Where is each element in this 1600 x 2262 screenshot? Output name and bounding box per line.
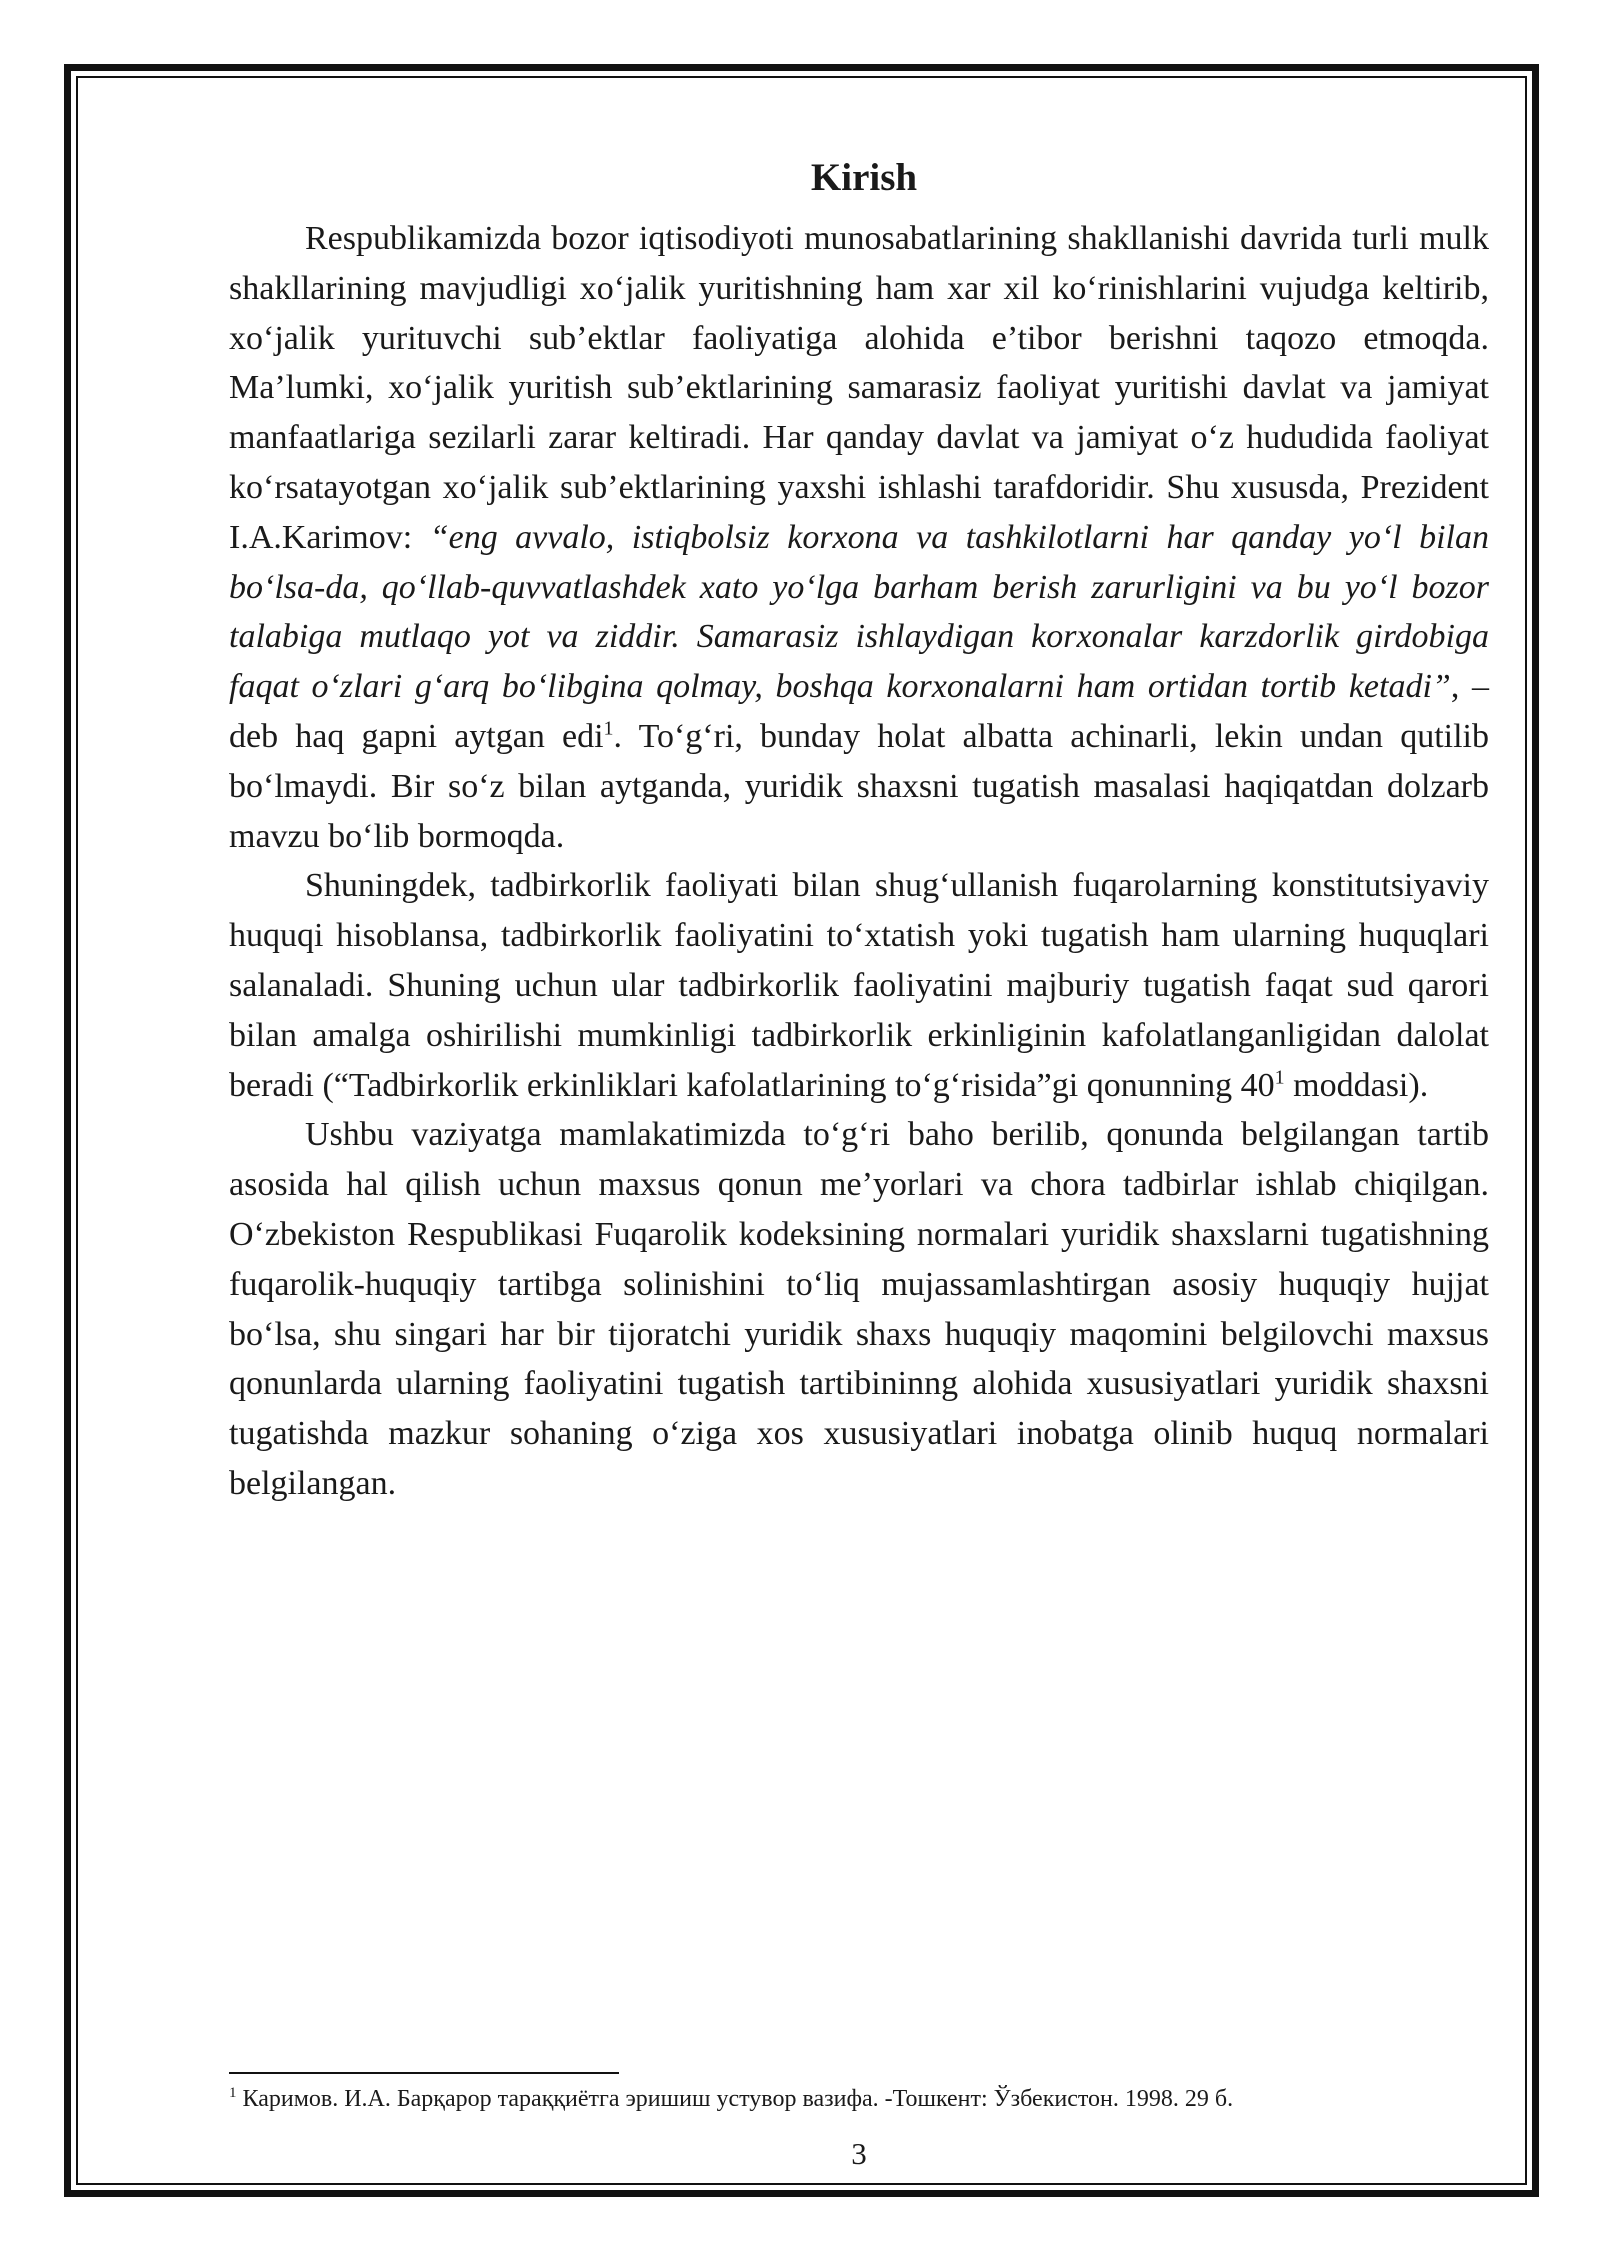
footnote-text: Каримов. И.А. Барқарор тараққиётга эришиш устувор вазифа. -Тошкент: Ўзбекистон. 1998. 29 б. [242,2086,1234,2112]
footnote-marker: 1 [229,2085,237,2101]
paragraph-2-text-b: moddasi). [1284,1066,1429,1104]
section-title: Kirish [810,156,918,199]
paragraph-1 [229,214,1489,861]
paragraph-1-text-a: Respublikamizda bozor iqtisodiyoti munosabatlarining shakllanishi davrida turli mulk shakllarining mavjudligi xo‘jalik yuritishning ham xar xil ko‘rinishlarini vujudga keltirib, xo‘jalik yurituvchi sub’ektlar faoliyatiga alohida e’tibor berishni taqozo etmoqda. Ma’lumki, xo‘jalik yuritish sub’ektlarining samarasiz faoliyat yuritishi davlat va jamiyat manfaatlariga sezilarli zarar keltiradi. Har qanday davlat va jamiyat o‘z hududida faoliyat ko‘rsatayotgan xo‘jalik sub’ektlarining yaxshi ishlashi tarafdoridir. Shu xususda, Prezident I.A.Karimov: [229,220,1489,556]
document-body [229,148,1489,1509]
page-number: 3 [851,2136,867,2171]
paragraph-1-text-b: , – deb haq gapni aytgan edi [229,668,1490,755]
paragraph-2-text-a: Shuningdek, tadbirkorlik faoliyati bilan shug‘ullanish fuqarolarning konstitutsiyaviy huquqi hisoblansa, tadbirkorlik faoliyatini to‘xtatish yoki tugatish ham ularning huquqlari salanaladi. Shuning uchun ular tadbirkorlik faoliyatini majburiy tugatish faqat sud qarori bilan amalga oshirilishi mumkinligi tadbirkorlik erkinliginin kafolatlanganligidan dalolat beradi (“Tadbirkorlik erkinliklari kafolatlarining to‘g‘risida”gi qonunning 40 [229,867,1489,1104]
paragraph-1-text-c: . To‘g‘ri, bunday holat albatta achinarli, lekin undan qutilib bo‘lmaydi. Bir so‘z bilan aytganda, yuridik shaxsni tugatish masalasi haqiqatdan dolzarb mavzu bo‘lib bormoqda. [229,717,1489,855]
footnote-separator [229,2072,619,2074]
paragraph-2 [229,861,1489,1110]
paragraph-3: Ushbu vaziyatga mamlakatimizda to‘g‘ri baho berilib, qonunda belgilangan tartib asosida hal qilish uchun maxsus qonun me’yorlari va chora tadbirlar ishlab chiqilgan. O‘zbekiston Respublikasi Fuqarolik kodeksining normalari yuridik shaxslarni tugatishning fuqarolik-huquqiy tartibga solinishini to‘liq mujassamlashtirgan asosiy huquqiy hujjat bo‘lsa, shu singari har bir tijoratchi yuridik shaxs huquqiy maqomini belgilovchi maxsus qonunlarda ularning faoliyatini tugatish tartibininng alohida xususiyatlari yuridik shaxsni tugatishda mazkur sohaning o‘ziga xos xususiyatlari inobatga olinib huquq normalari belgilangan. [229,1116,1489,1502]
article-superscript: 1 [1274,1066,1285,1089]
footnote-reference: 1 [603,717,614,740]
footnote [229,2082,1489,2116]
karimov-quote: “eng avvalo, istiqbolsiz korxona va tashkilotlarni har qanday yo‘l bilan bo‘lsa-da, qo‘llab-quvvatlashdek xato yo‘lga barham berish zarurligini va bu yo‘l bozor talabiga mutlaqo yot va ziddir. Samarasiz ishlaydigan korxonalar karzdorlik girdobiga faqat o‘zlari g‘arq bo‘libgina qolmay, boshqa korxonalarni ham ortidan tortib ketadi” [229,518,1489,706]
